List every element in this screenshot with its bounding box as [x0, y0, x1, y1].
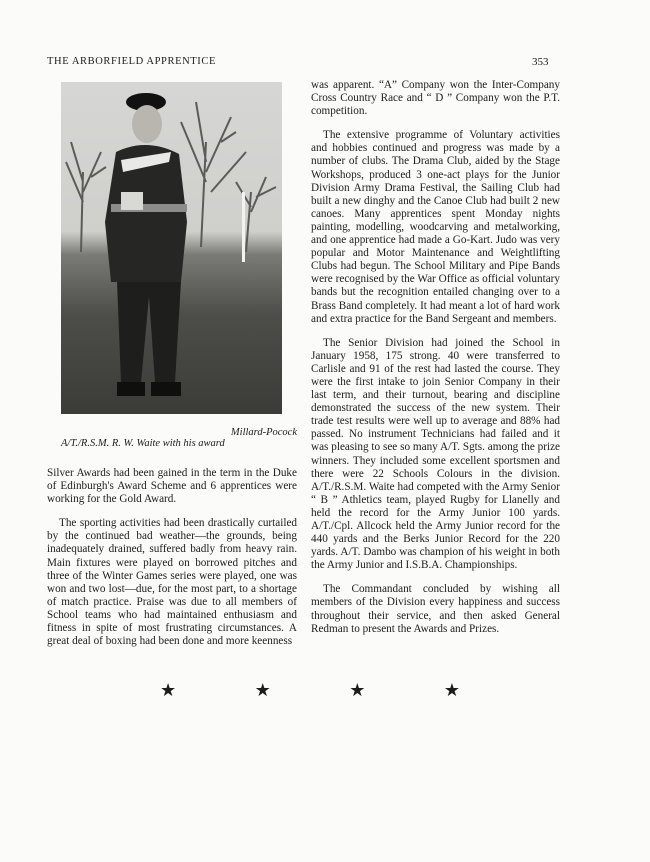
white-post — [242, 192, 245, 262]
photograph — [61, 82, 282, 414]
left-paragraph-2: The sporting activities had been drastically curtailed by the continued bad weather—the grounds, being inadequately drained, suffered badly from heavy rain. Main fixtures were played on borrowed pitches and three of the Winter Games series were played, one was won and two lost—due, for the most part, to a shortage of match practice. Praise was due to all members of School teams who had maintained enthusiasm and fitness in spite of most frustrating circumstances. A great deal of boxing had been done and more keenness — [47, 517, 297, 648]
star-icon: ★ — [349, 680, 366, 701]
right-paragraph-3: The Senior Division had joined the School in January 1958, 175 strong. 40 were transferred to Carlisle and 91 of the rest had lasted the course. They were the first intake to join Senior Company in their last term, and their turnout, bearing and discipline demonstrated the success of the new system. Their trade test results were well up to average and 88% had passed. No instrument Technicians had failed and it was pleasing to see so many A/T. Sgts. among the prize winners. They included some excellent sportsmen and there were 22 Schools Colours in the division. A/T./R.S.M. Waite had competed with the Army Senior “ B ” Athletics team, played Rugby for Llanelly and held the record for the Army Junior 100 yards. A/T./Cpl. Allcock held the Army Junior record for the 440 yards and the Berks Junior Record for the 220 yards. A/T. Dambo was champion of his weight in both the Army Junior and I.S.B.A. Championships. — [311, 336, 560, 572]
photo-credit: Millard-Pocock — [230, 427, 297, 438]
trousers — [117, 282, 181, 382]
face — [132, 105, 162, 143]
right-paragraph-1: was apparent. “A” Company won the Inter-Company Cross Country Race and “ D ” Company won the P.T. competition. — [311, 79, 560, 118]
star-icon: ★ — [443, 680, 460, 701]
page-number: 353 — [532, 56, 549, 68]
photo-caption: A/T./R.S.M. R. W. Waite with his award — [61, 438, 225, 449]
running-title: THE ARBORFIELD APPRENTICE — [47, 56, 217, 67]
left-paragraph-1: Silver Awards had been gained in the term in the Duke of Edinburgh's Award Scheme and 6 apprentices were working for the Gold Award. — [47, 467, 297, 506]
left-boot — [117, 382, 145, 396]
star-icon: ★ — [160, 680, 177, 701]
right-column — [311, 79, 560, 647]
photo-illustration — [61, 82, 282, 414]
section-end-ornament — [160, 680, 460, 701]
award-cup — [121, 192, 143, 210]
star-icon: ★ — [254, 680, 271, 701]
soldier-figure — [105, 93, 187, 396]
left-column — [47, 467, 297, 659]
right-boot — [151, 382, 181, 396]
right-paragraph-4: The Commandant concluded by wishing all members of the Division every happiness and success throughout their service, and then asked General Redman to present the Awards and Prizes. — [311, 583, 560, 635]
right-paragraph-2: The extensive programme of Voluntary activities and hobbies continued and progress was made by a number of clubs. The Drama Club, aided by the Stage Workshops, produced 3 one-act plays for the Junior Division Army Drama Festival, the Sailing Club had built a new dinghy and the Canoe Club had built 2 new canoes. Many apprentices spent Monday nights painting, modelling, woodcarving and metalworking, and one apprentice had made a Go-Kart. Judo was very popular and Motor Maintenance and Weightlifting Clubs had begun. The School Military and Pipe Bands were recognised by the War Office as official voluntary bands but the recognition entailed changing over to a Brass Band completely. It had meant a lot of hard work and extra practice for the Band Sergeant and members. — [311, 129, 560, 325]
